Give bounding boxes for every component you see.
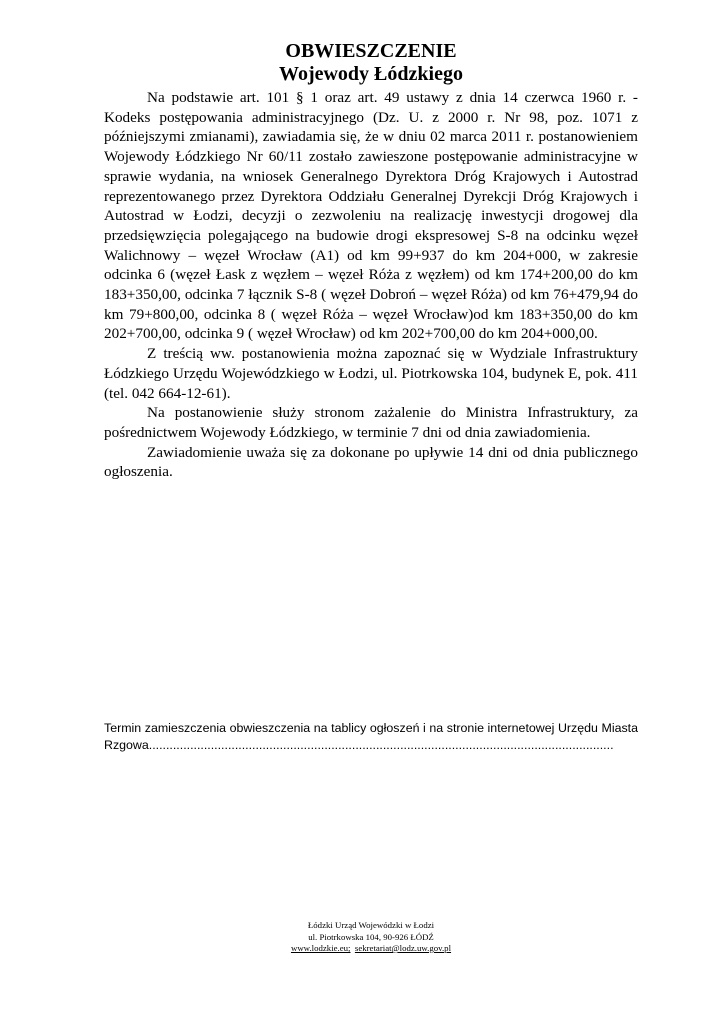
footer-office: Łódzki Urząd Wojewódzki w Łodzi <box>307 920 435 930</box>
paragraph-effective: Zawiadomienie uważa się za dokonane po upływie 14 dni od dnia publicznego ogłoszenia. <box>104 443 638 481</box>
footer-email-link[interactable]: sekretariat@lodz.uw.gov.pl <box>354 943 452 953</box>
document-body <box>104 88 638 482</box>
document-header <box>104 40 638 86</box>
footer-website-link[interactable]: www.lodzkie.eu; <box>290 943 351 953</box>
paragraph-where-to-read: Z treścią ww. postanowienia można zapoznać się w Wydziale Infrastruktury Łódzkiego Urzędu Wojewódzkiego w Łodzi, ul. Piotrkowska 104, budynek E, pok. 411 (tel. 042 664-12-61). <box>104 345 638 402</box>
document-subtitle: Wojewody Łódzkiego <box>279 63 463 85</box>
paragraph-announcement: Na podstawie art. 101 § 1 oraz art. 49 ustawy z dnia 14 czerwca 1960 r. - Kodeks postępowania administracyjnego (Dz. U. z 2000 r. Nr 98, poz. 1071 z późniejszymi zmianami), zawiadamia się, że w dniu 02 marca 2011 r. postanowieniem Wojewody Łódzkiego Nr 60/11 zostało zawieszone postępowanie administracyjne w sprawie wydania, na wniosek Generalnego Dyrektora Dróg Krajowych i Autostrad reprezentowanego przez Dyrektora Oddziału Generalnej Dyrekcji Dróg Krajowych i Autostrad w Łodzi, decyzji o zezwoleniu na realizację inwestycji drogowej dla przedsięwzięcia polegającego na budowie drogi ekspresowej S-8 na odcinku węzeł Walichnowy – węzeł Wrocław (A1) od km 99+937 do km 204+000, w zakresie odcinka 6 (węzeł Łask z węzłem – węzeł Róża z węzłem) od km 174+200,00 do km 183+350,00, odcinka 7 łącznik S-8 ( węzeł Dobroń – węzeł Róża) od km 76+479,94 do km 79+800,00, odcinka 8 ( węzeł Róża – węzeł Wrocław)od km 183+350,00 do km 202+700,00, odcinka 9 ( węzeł Wrocław) od km 202+700,00 do km 204+000,00. <box>104 89 638 343</box>
footer-address: ul. Piotrkowska 104, 90-926 ŁÓDŹ <box>308 931 434 942</box>
document-title: OBWIESZCZENIE <box>285 40 457 62</box>
footer-contact <box>104 943 638 955</box>
paragraph-appeal: Na postanowienie służy stronom zażalenie do Ministra Infrastruktury, za pośrednictwem Wojewody Łódzkiego, w terminie 7 dni od dnia zawiadomienia. <box>104 404 638 441</box>
document-footer <box>104 920 638 955</box>
posting-note <box>104 720 638 754</box>
posting-note-dots: ....................................................................................................................................... <box>148 738 614 752</box>
posting-note-text: Termin zamieszczenia obwieszczenia na tablicy ogłoszeń i na stronie internetowej Urzędu Miasta Rzgowa <box>104 721 638 752</box>
